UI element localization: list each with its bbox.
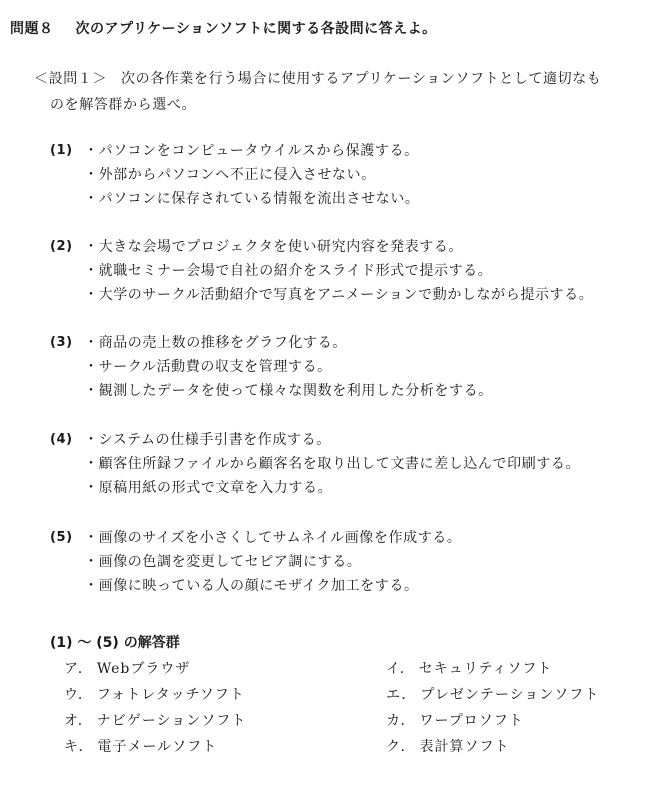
problem-title: 次のアプリケーションソフトに関する各設問に答えよ。: [75, 21, 437, 37]
task-group-label: (2): [50, 239, 73, 254]
answer-choice-o: オ． ナビゲーションソフト: [64, 713, 247, 729]
problem-heading: [10, 18, 437, 38]
answer-choice-i: イ． セキュリティソフト: [386, 661, 553, 677]
answer-choice-ku: ク． 表計算ソフト: [386, 739, 510, 755]
task-item: ・パソコンをコンピュータウイルスから保護する。: [84, 143, 419, 159]
task-group-2: [50, 235, 650, 307]
question-1-line-2: のを解答群から選べ。: [50, 97, 196, 113]
task-group-label: (5): [50, 530, 73, 545]
task-item: ・画像に映っている人の顔にモザイク加工をする。: [84, 578, 419, 594]
task-item: ・システムの仕様手引書を作成する。: [84, 432, 331, 448]
task-item: ・大学のサークル活動紹介で写真をアニメーションで動かしながら提示する。: [84, 287, 594, 303]
task-item: ・画像のサイズを小さくしてサムネイル画像を作成する。: [84, 530, 462, 546]
question-1-line-1: 次の各作業を行う場合に使用するアプリケーションソフトとして適切なも: [121, 71, 602, 87]
task-item: ・画像の色調を変更してセピア調にする。: [84, 554, 362, 570]
answer-choice-e: エ． プレゼンテーションソフト: [386, 687, 600, 703]
answer-group-title: (1) ～ (5) の解答群: [50, 635, 180, 651]
task-item: ・大きな会場でプロジェクタを使い研究内容を発表する。: [84, 239, 464, 255]
answer-choice-a: ア． Webブラウザ: [64, 661, 191, 677]
question-1-instruction: [34, 66, 664, 118]
task-item: ・商品の売上数の推移をグラフ化する。: [84, 335, 347, 351]
question-1-tag: ＜設問１＞: [34, 71, 107, 87]
answer-choice-ki: キ． 電子メールソフト: [64, 739, 218, 755]
task-group-5: [50, 526, 650, 598]
task-group-label: (3): [50, 335, 73, 350]
task-item: ・就職セミナー会場で自社の紹介をスライド形式で提示する。: [84, 263, 493, 279]
task-item: ・顧客住所録ファイルから顧客名を取り出して文書に差し込んで印刷する。: [84, 456, 581, 472]
task-group-4: [50, 428, 650, 500]
task-group-3: [50, 331, 650, 403]
task-group-label: (4): [50, 432, 73, 447]
task-group-label: (1): [50, 143, 73, 158]
task-group-1: [50, 139, 650, 211]
task-item: ・パソコンに保存されている情報を流出させない。: [84, 191, 420, 207]
answer-choice-ka: カ． ワープロソフト: [386, 713, 524, 729]
problem-number: 問題８: [10, 21, 54, 37]
task-item: ・原稿用紙の形式で文章を入力する。: [84, 480, 333, 496]
task-item: ・観測したデータを使って様々な関数を利用した分析をする。: [84, 383, 493, 399]
task-item: ・サークル活動費の収支を管理する。: [84, 359, 332, 375]
task-item: ・外部からパソコンへ不正に侵入させない。: [84, 167, 376, 183]
answer-choice-u: ウ． フォトレタッチソフト: [64, 687, 245, 703]
